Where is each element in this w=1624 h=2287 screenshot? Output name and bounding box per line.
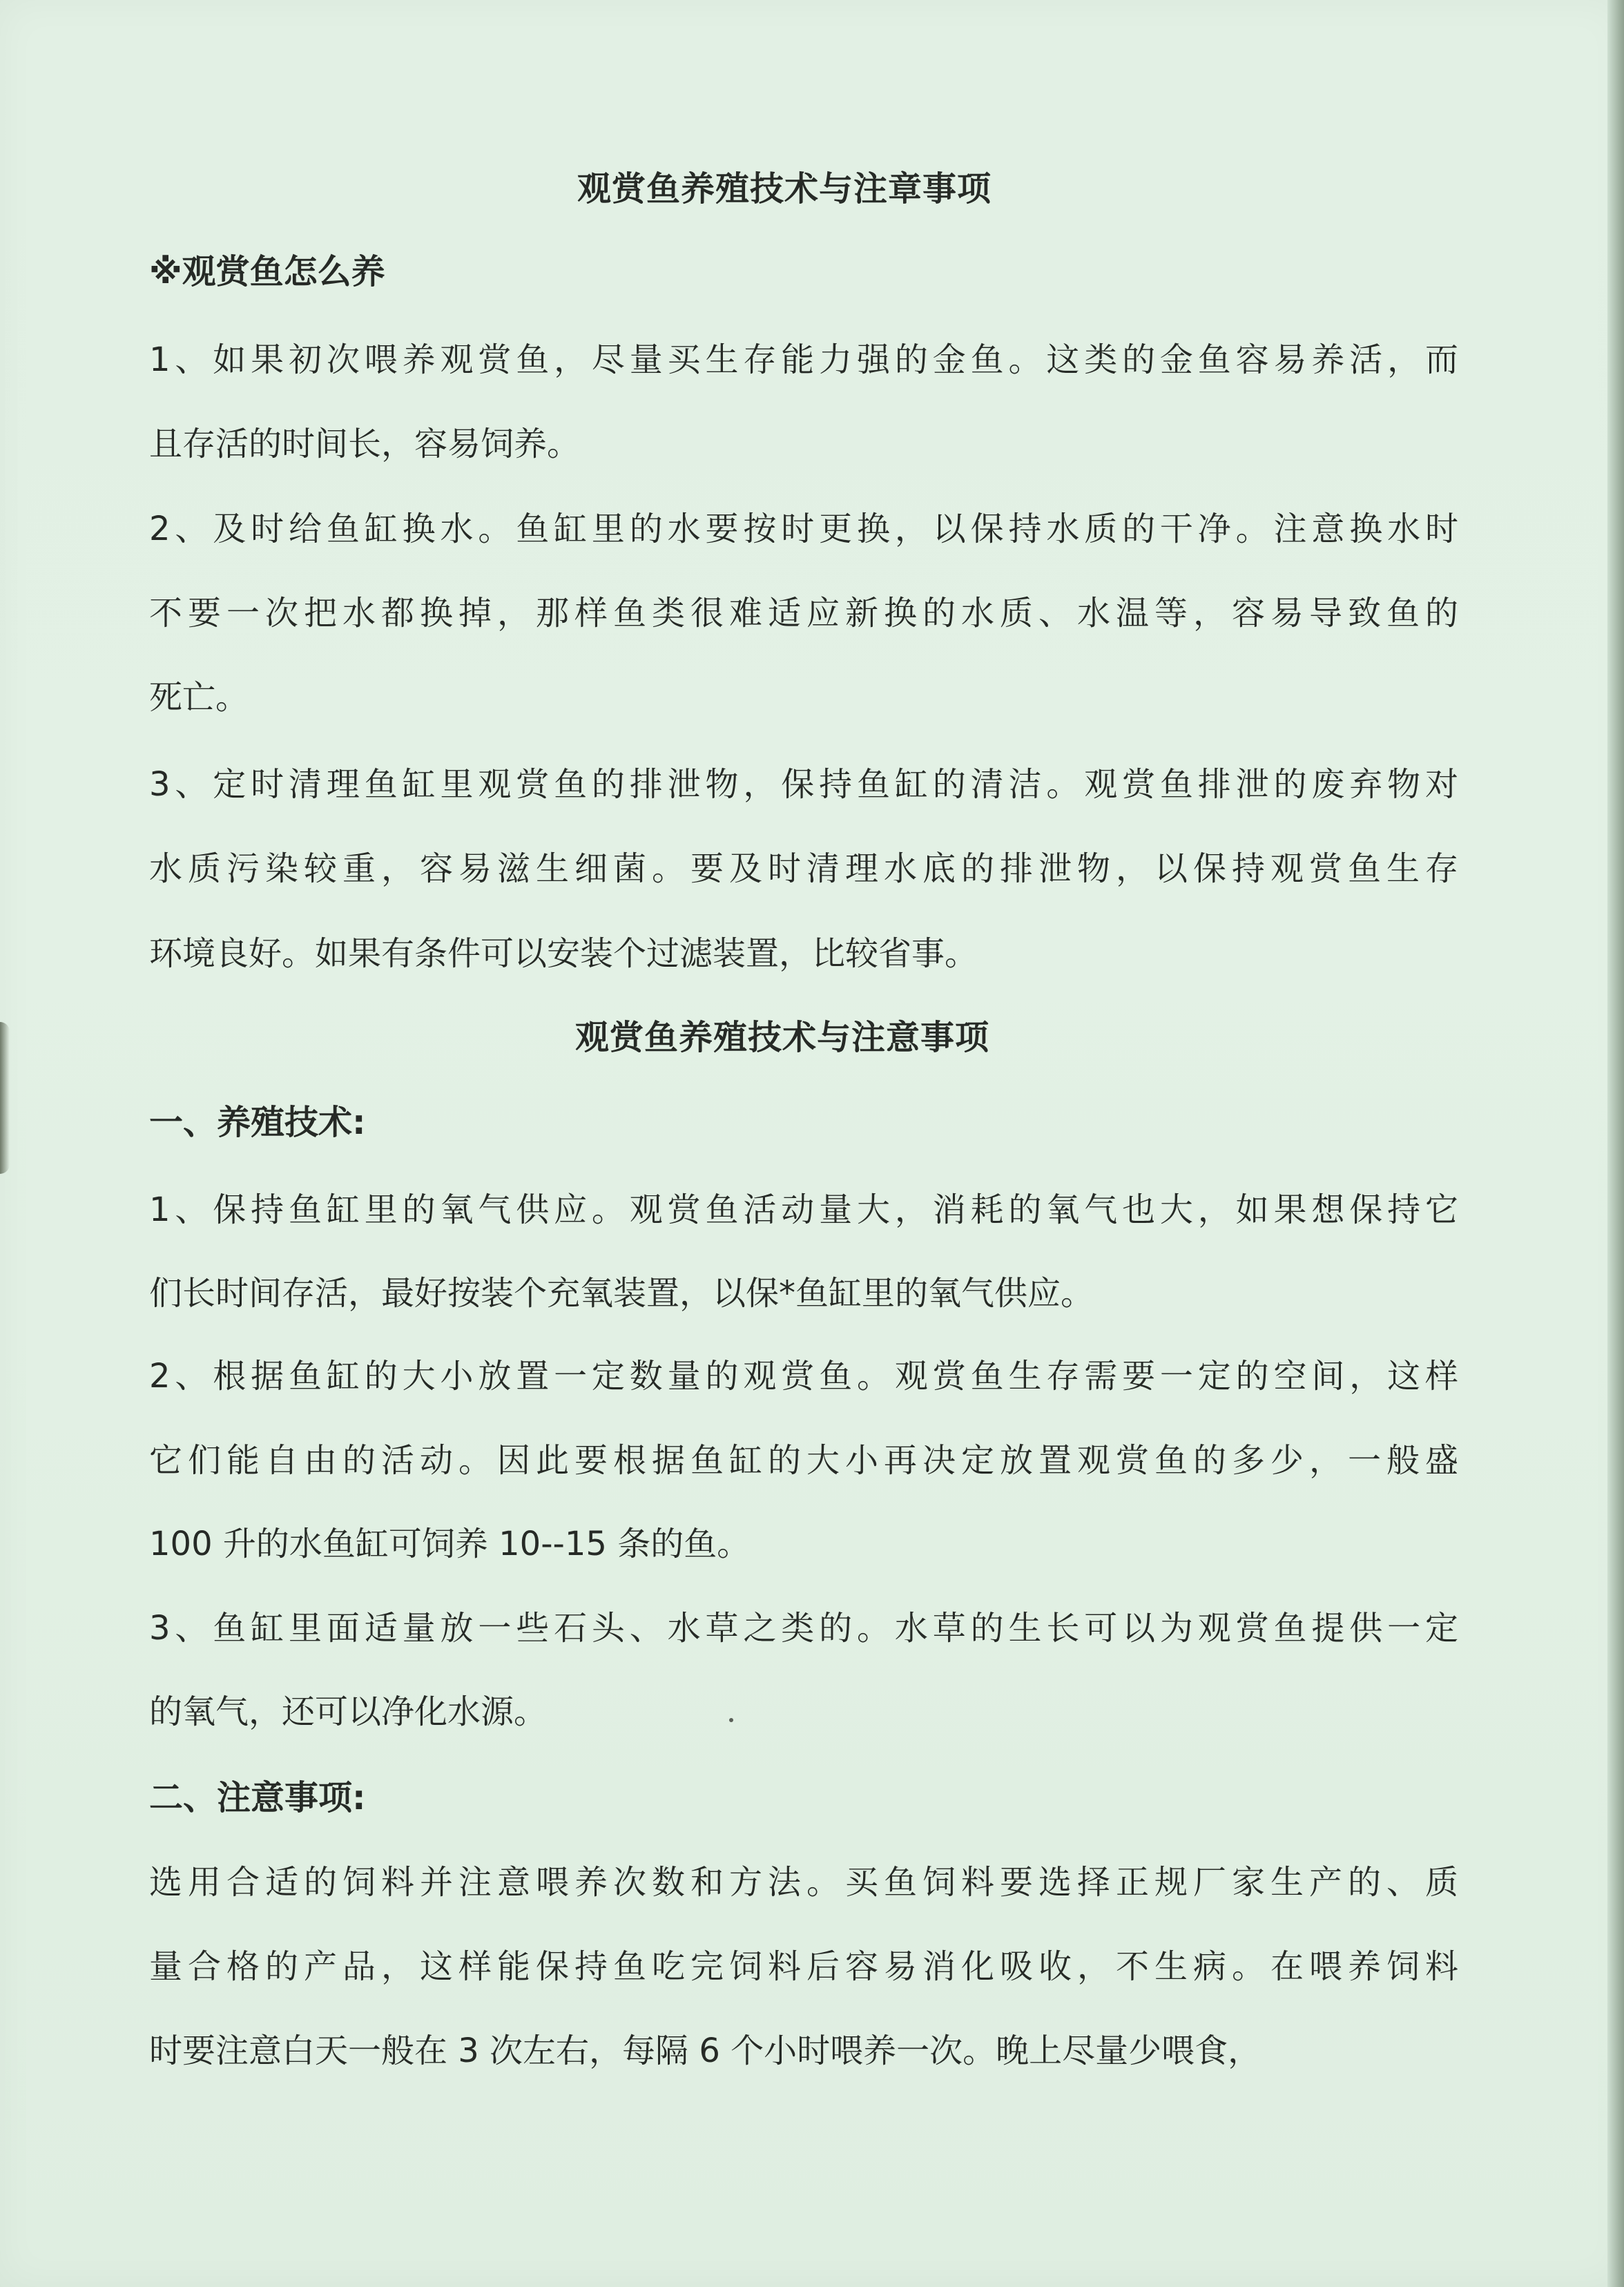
paragraph-5-line-2: 它们能自由的活动。因此要根据鱼缸的大小再决定放置观赏鱼的多少，一般盛 — [149, 1441, 1458, 1480]
paragraph-2-line-2: 不要一次把水都换掉，那样鱼类很难适应新换的水质、水温等，容易导致鱼的 — [149, 594, 1458, 633]
document-title-2: 观赏鱼养殖技术与注意事项 — [575, 1018, 990, 1057]
paragraph-2-line-3: 死亡。 — [149, 678, 249, 717]
document-title-1: 观赏鱼养殖技术与注章事项 — [577, 169, 992, 209]
section-heading-precautions: 二、注意事项: — [149, 1778, 366, 1817]
paragraph-2-line-1: 2、及时给鱼缸换水。鱼缸里的水要按时更换，以保持水质的干净。注意换水时 — [149, 510, 1458, 548]
paper-edge-shadow — [1607, 0, 1624, 2287]
paragraph-1-line-2: 且存活的时间长，容易饲养。 — [149, 425, 581, 463]
binder-clip-shadow — [0, 1022, 10, 1174]
paragraph-4-line-1: 1、保持鱼缸里的氧气供应。观赏鱼活动量大，消耗的氧气也大，如果想保持它 — [149, 1190, 1458, 1229]
paragraph-7-line-2: 量合格的产品，这样能保持鱼吃完饲料后容易消化吸收，不生病。在喂养饲料 — [149, 1947, 1458, 1986]
paragraph-1-line-1: 1、如果初次喂养观赏鱼，尽量买生存能力强的金鱼。这类的金鱼容易养活，而 — [149, 340, 1458, 379]
paragraph-7-line-3: 时要注意白天一般在 3 次左右，每隔 6 个小时喂养一次。晚上尽量少喂食， — [149, 2032, 1262, 2070]
paragraph-5-line-1: 2、根据鱼缸的大小放置一定数量的观赏鱼。观赏鱼生存需要一定的空间，这样 — [149, 1357, 1458, 1396]
ink-speck — [729, 1718, 733, 1722]
paragraph-3-line-1: 3、定时清理鱼缸里观赏鱼的排泄物，保持鱼缸的清洁。观赏鱼排泄的废弃物对 — [149, 765, 1458, 804]
paragraph-4-line-2: 们长时间存活，最好按装个充氧装置，以保*鱼缸里的氧气供应。 — [149, 1274, 1094, 1313]
paragraph-5-line-3: 100 升的水鱼缸可饲养 10--15 条的鱼。 — [149, 1525, 751, 1563]
paragraph-6-line-2: 的氧气，还可以净化水源。 — [149, 1692, 548, 1731]
paragraph-3-line-3: 环境良好。如果有条件可以安装个过滤装置，比较省事。 — [149, 934, 978, 973]
section-heading-breeding-techniques: 一、养殖技术: — [149, 1103, 366, 1142]
paragraph-6-line-1: 3、鱼缸里面适量放一些石头、水草之类的。水草的生长可以为观赏鱼提供一定 — [149, 1609, 1458, 1648]
paragraph-3-line-2: 水质污染较重，容易滋生细菌。要及时清理水底的排泄物，以保持观赏鱼生存 — [149, 849, 1458, 888]
paragraph-7-line-1: 选用合适的饲料并注意喂养次数和方法。买鱼饲料要选择正规厂家生产的、质 — [149, 1863, 1458, 1902]
section-heading-how-to-raise: ※观赏鱼怎么养 — [149, 252, 385, 291]
